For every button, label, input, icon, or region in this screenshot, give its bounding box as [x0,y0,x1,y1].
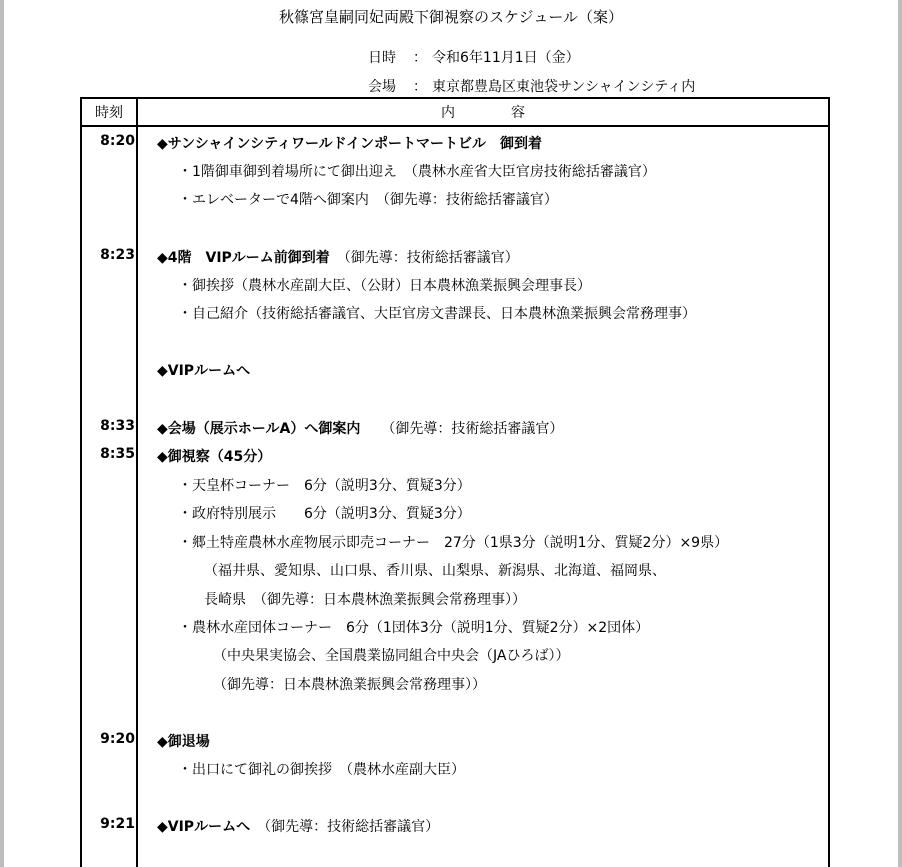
item-elevator: ・エレベーターで4階へ御案内 （御先導：技術総括審議官） [178,192,558,208]
item-local-products-prefectures: （福井県、愛知県、山口県、香川県、山梨県、新潟県、北海道、福岡県、 [204,563,666,579]
heading-inspection: ◆御視察（45分） [157,449,272,465]
heading-return-vip-guide: （御先導：技術総括審議官） [264,819,440,835]
heading-to-hall-guide: （御先導：技術総括審議官） [388,421,564,437]
time-8-33: 8:33 [100,418,135,434]
venue-label: 会場 [368,79,396,95]
item-government-exhibit: ・政府特別展示 6分（説明3分、質疑3分） [178,506,471,522]
heading-to-hall [157,418,563,438]
item-greeting: ・御挨拶（農林水産副大臣、（公財）日本農林漁業振興会理事長） [178,278,591,294]
item-local-products-guide: 長崎県 （御先導：日本農林漁業振興会常務理事）） [204,592,526,608]
date-colon: ： [413,50,427,66]
header-content: 内 容 [137,98,829,126]
heading-vip-arrival-text: ◆4階 VIPルーム前御到着 [157,250,330,266]
item-organizations-list: （中央果実協会、全国農業協同組合中央会（JAひろば）） [213,648,570,664]
heading-vip-arrival [157,247,519,267]
time-column [81,126,137,867]
heading-arrival: ◆サンシャインシティワールドインポートマートビル 御到着 [157,136,542,152]
table-header-row [81,98,829,126]
table-body-row [81,126,829,867]
item-organizations: ・農林水産団体コーナー 6分（1団体3分（説明1分、質疑2分）×2団体） [178,620,650,636]
item-introduction: ・自己紹介（技術総括審議官、大臣官房文書課長、日本農林漁業振興会常務理事） [178,306,696,322]
item-welcome: ・1階御車御到着場所にて御出迎え （農林水産省大臣官房技術総括審議官） [178,164,656,180]
heading-vip-arrival-guide: （御先導：技術総括審議官） [343,250,519,266]
heading-return-vip-text: ◆VIPルームへ [157,819,251,835]
heading-departure: ◆御退場 [157,734,210,750]
document-title: 秋篠宮皇嗣同妃両殿下御視察のスケジュール（案） [278,8,624,26]
date-line [368,47,580,67]
date-value: 令和6年11月1日（金） [432,50,580,66]
time-8-20: 8:20 [100,133,135,149]
heading-to-hall-text: ◆会場（展示ホールA）へ御案内 [157,421,361,437]
item-farewell: ・出口にて御礼の御挨拶 （農林水産副大臣） [178,762,465,778]
header-time: 時刻 [81,98,137,126]
venue-colon: ： [413,79,427,95]
item-emperor-cup: ・天皇杯コーナー 6分（説明3分、質疑3分） [178,478,471,494]
item-local-products: ・郷土特産農林水産物展示即売コーナー 27分（1県3分（説明1分、質疑2分）×9県） [178,535,729,551]
heading-return-vip [157,816,439,836]
content-column [137,126,829,867]
date-label: 日時 [368,50,396,66]
time-8-23: 8:23 [100,247,135,263]
time-9-21: 9:21 [100,816,135,832]
time-9-20: 9:20 [100,731,135,747]
venue-value: 東京都豊島区東池袋サンシャインシティ内 [432,79,696,95]
item-organizations-guide: （御先導：日本農林漁業振興会常務理事）） [213,677,486,693]
heading-to-vip-room: ◆VIPルームへ [157,363,251,379]
venue-line [368,76,695,96]
time-8-35: 8:35 [100,446,135,462]
page-left-border [0,0,4,867]
page-right-border [898,0,902,867]
